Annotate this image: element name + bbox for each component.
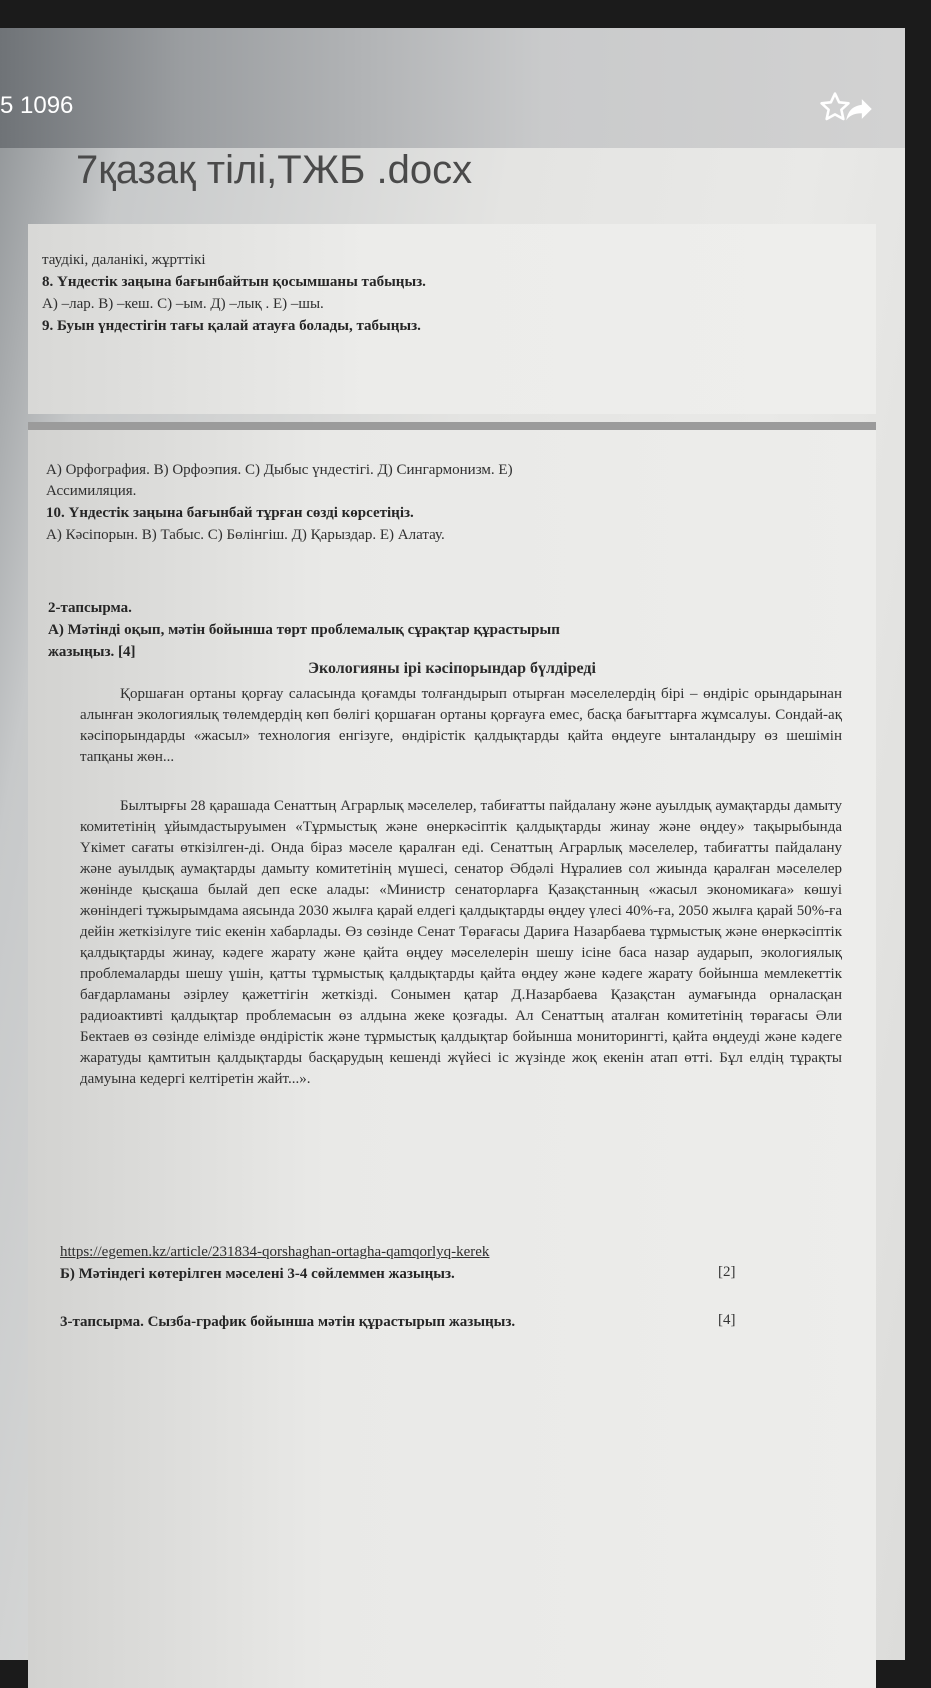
question-8: 8. Үндестік заңына бағынбайтын қосымшаны табыңыз. [42,274,426,290]
question-10-options: А) Кәсіпорын. В) Табыс. С) Бөлінгіш. Д) Қарыздар. Е) Алатау. [46,527,445,543]
document-page-1 [28,224,876,414]
question-10: 10. Үндестік заңына бағынбай тұрған сөзді көрсетіңіз. [46,505,414,521]
question-9-options: А) Орфография. В) Орфоэпия. С) Дыбыс үндестігі. Д) Сингармонизм. Е) [46,462,513,478]
article-paragraph-2: Былтырғы 28 қарашада Сенаттың Аграрлық мәселелер, табиғатты пайдалану және ауылдық аумақтарды дамыту комитетінің ұйымдастыруымен «Тұрмыстық және өнеркәсіптік қалдықтарды жинау және өңдеу» тақырыбында Үкімет сағаты өткізілген-ді. Онда біраз мәселе қаралған еді. Сенаттың Аграрлық мәселелер, табиғатты пайдалану және ауылдық аумақтарды дамыту комитетінің мүшесі, сенатор Әбдәлі Нұралиев сол жиында қаралған мәселелер жөнінде қысқаша былай деп еске алады: «Министр сенаторларға Қазақстанның «жасыл экономикаға» көшуі жөніндегі тұжырымдама аясында 2030 жылға қарай елдегі қалдықтарды өңдеу үлесі 40%-ға, 2050 жылға қарай 50%-ға дейін жеткізілуге тиіс екенін хабарлады. Өз сөзінде Сенат Төрағасы Дариға Назарбаева тұрмыстық және өнеркәсіптік қалдықтарды жинау, кәдеге жарату және қайта өңдеу мәселелерін шешу ісіне баса назар аударып, экологиялық проблемаларды шешу үшін, қатты тұрмыстық қалдықтарды қайта өңдеу және кәдеге жарату бойынша мемлекеттік бағдарламаны әзірлеу қажеттігін жеткізді. Сонымен қатар Д.Назарбаева Қазақстан аумағында орналасқан радиоактивті қалдықтар проблемасын өз алдына жеке қозғады. Ал Сенаттың аталған комитетінің төрағасы Әли Бектаев өз сөзінде елімізде өндірістік және тұрмыстық қалдықтар бойынша мониторингті, қайта өңдеуді және кәдеге жаратуды қамтитын қалдықтарды басқарудың кешенді жүйесі іс жүзінде жоқ екенін атап өтті. Бұл елдің тұрақты дамуына кедергі келтіретін жайт...». [80,798,842,1087]
document-id: 5 1096 [0,92,74,119]
article-paragraph-1: Қоршаған ортаны қорғау саласында қоғамды толғандырып отырған мәселелердің бірі – өндіріс орындарынан алынған экологиялық төлемдердің көп бөлігі қоршаған ортаны қорғауға емес, басқа бағыттарға жұмсалуы. Сондай-ақ кәсіпорындарды «жасыл» технология енгізуге, өндірістік қалдықтарды қайта өңдеуге ынталандыру өз шешімін тапқаны жөн... [80,686,842,765]
task-2-a-cont: жазыңыз. [4] [48,644,136,660]
task-2-b-score: [2] [718,1264,736,1280]
document-title: 7қазақ тілі,ТЖБ .docx [76,148,473,192]
share-icon[interactable] [842,92,876,126]
page-separator [28,422,876,430]
task-2-a: А) Мәтінді оқып, мәтін бойынша төрт проблемалық сұрақтар құрастырып [48,622,560,638]
document-page-2 [28,430,876,1688]
article-title: Экологияны ірі кәсіпорындар бүлдіреді [308,660,596,677]
source-link[interactable]: https://egemen.kz/article/231834-qorshaghan-ortagha-qamqorlyq-kerek [60,1244,490,1260]
text-line: таудікі, даланікі, жұрттікі [42,252,206,268]
question-9: 9. Буын үндестігін тағы қалай атауға болады, табыңыз. [42,318,421,334]
task-3-score: [4] [718,1312,736,1328]
document-viewer [0,28,905,1660]
question-9-options-cont: Ассимиляция. [46,483,137,499]
task-2-b: Б) Мәтіндегі көтерілген мәселені 3-4 сөйлеммен жазыңыз. [60,1266,455,1282]
question-8-options: А) –лар. В) –кеш. С) –ым. Д) –лық . Е) –шы. [42,296,324,312]
viewer-toolbar [0,28,905,148]
task-3: 3-тапсырма. Сызба-график бойынша мәтін құрастырып жазыңыз. [60,1314,516,1330]
task-2-title: 2-тапсырма. [48,600,132,616]
